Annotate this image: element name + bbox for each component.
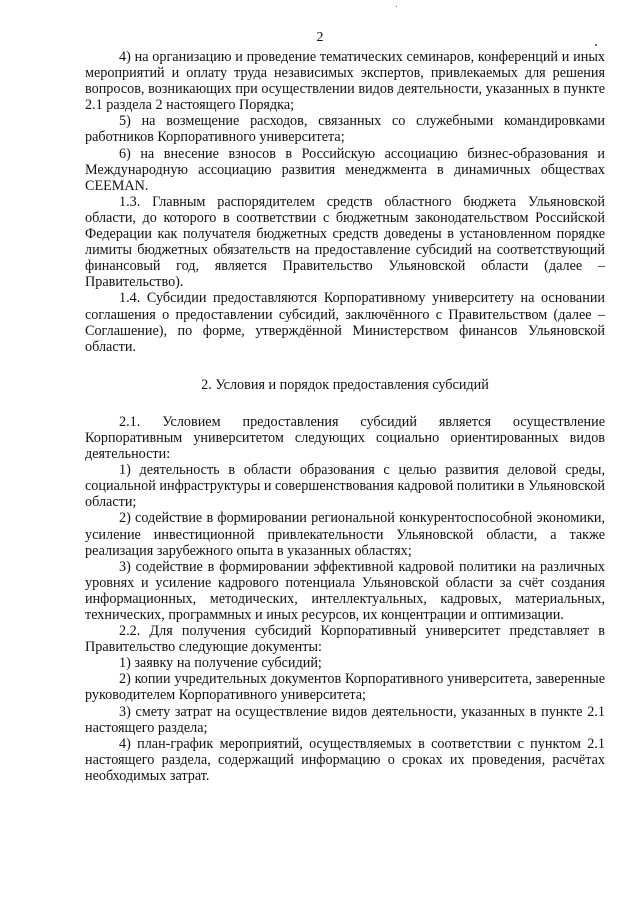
paragraph: 1.4. Субсидии предоставляются Корпоративному университету на основании соглашения о предоставлении субсидий, заключённого с Правительством (далее – Соглашение), по форме, утверждённой Министерством финансов Ульяновской области. — [85, 290, 605, 355]
paragraph: 5) на возмещение расходов, связанных со служебными командировками работников Корпоративного университета; — [85, 113, 605, 146]
paragraph: 3) смету затрат на осуществление видов деятельности, указанных в пункте 2.1 настоящего раздела; — [85, 703, 605, 736]
section-heading: 2. Условия и порядок предоставления субсидий — [201, 376, 489, 393]
page-number: 2 — [316, 30, 324, 45]
paragraph: 1.3. Главным распорядителем средств областного бюджета Ульяновской области, до которого в соответствии с бюджетным законодательством Российской Федерации как получателя бюджетных средств доведены в установленном порядке лимиты бюджетных обязательств на предоставление субсидий на соответствующий финансовый год, является Правительство Ульяновской области (далее – Правительство). — [85, 193, 605, 291]
scan-speck — [396, 6, 397, 7]
document-body — [85, 49, 605, 784]
paragraph: 2.2. Для получения субсидий Корпоративный университет представляет в Правительство следующие документы: — [85, 623, 605, 656]
paragraph: 4) на организацию и проведение тематических семинаров, конференций и иных мероприятий и оплату труда независимых экспертов, привлекаемых для решения вопросов, возникающих при осуществлении видов деятельности, указанных в пункте 2.1 раздела 2 настоящего Порядка; — [85, 49, 605, 114]
paragraph: 1) заявку на получение субсидий; — [119, 655, 322, 672]
paragraph: 3) содействие в формировании эффективной кадровой политики на различных уровнях и усиление кадрового потенциала Ульяновской области за счёт создания информационных, методических, интеллектуальных, кадровых, материальных, технических, программных и иных ресурсов, их концентрации и оптимизации. — [85, 558, 605, 623]
paragraph: 2) содействие в формировании региональной конкурентоспособной экономики, усиление инвестиционной привлекательности Ульяновской области, а также реализация зарубежного опыта в указанных областях; — [85, 510, 605, 559]
paragraph: 4) план-график мероприятий, осуществляемых в соответствии с пунктом 2.1 настоящего раздела, содержащий информацию о сроках их проведения, расчётах необходимых затрат. — [85, 735, 605, 784]
paragraph: 2.1. Условием предоставления субсидий является осуществление Корпоративным университетом следующих социально ориентированных видов деятельности: — [85, 413, 605, 463]
paragraph: 1) деятельность в области образования с целью развития деловой среды, социальной инфраструктуры и совершенствования кадровой политики в Ульяновской области; — [85, 462, 605, 511]
scan-speck — [595, 44, 597, 46]
paragraph: 6) на внесение взносов в Российскую ассоциацию бизнес-образования и Международную ассоциацию развития менеджмента в динамичных обществах CEEMAN. — [85, 145, 605, 194]
paragraph: 2) копии учредительных документов Корпоративного университета, заверенные руководителем Корпоративного университета; — [85, 671, 605, 704]
